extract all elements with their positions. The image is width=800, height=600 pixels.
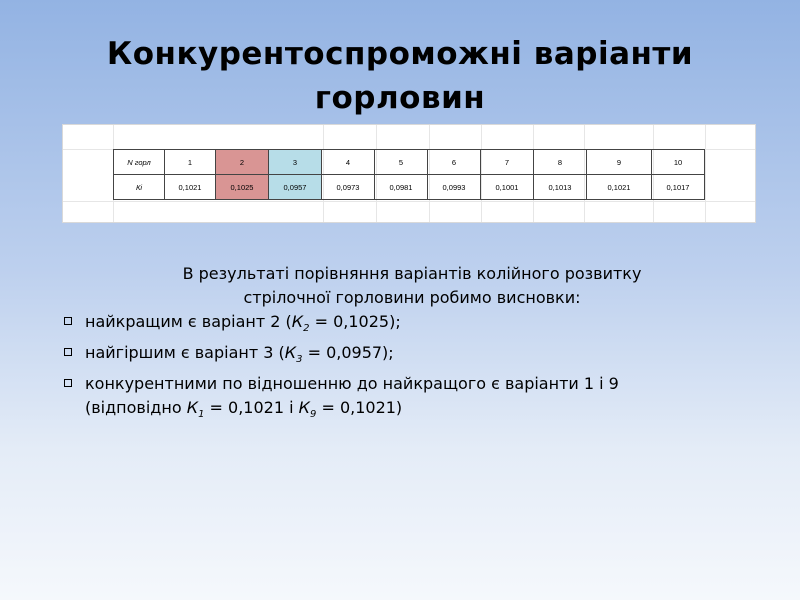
k-symbol: К [291,312,304,331]
value-cell: 0,0981 [375,175,428,200]
bullet-text: = 0,0957); [302,343,394,363]
value-cell-worst: 0,0957 [269,175,322,200]
bullet-competitive-variants [62,372,742,396]
variant-cell: 10 [652,150,705,175]
variant-cell: 8 [534,150,587,175]
variant-cell-best: 2 [216,150,269,175]
sheet-gridline [63,201,755,202]
k-subscript: 3 [296,354,303,366]
row-header-n: N горл [114,150,165,175]
conclusion-intro-line-2: стрілочної горловини робимо висновки: [243,288,581,307]
bullet-worst-variant [62,341,742,372]
slide-title-line-1: Конкурентоспроможні варіанти [106,36,694,72]
conclusion-text [62,262,742,428]
bullet-text: конкурентними по відношенню до найкращого є варіанти 1 і 9 [85,374,619,394]
bullet-best-variant [62,310,742,341]
variant-cell: 1 [165,150,216,175]
bullet-text: = 0,1025); [309,312,401,331]
variants-table [113,149,705,200]
bullet-competitive-variants-continued [62,396,742,427]
k-symbol: К [186,398,199,418]
variant-cell-worst: 3 [269,150,322,175]
bullet-text: найкращим є варіант 2 ( [85,312,292,331]
bullet-text: (відповідно [85,398,187,418]
k-subscript: 9 [309,409,317,421]
variant-cell: 9 [587,150,652,175]
value-cell: 0,1001 [481,175,534,200]
bullet-text: найгіршим є варіант 3 ( [85,343,285,363]
bullet-text: = 0,1021) [316,398,403,418]
row-header-k: Кі [114,175,165,200]
table-row-variants [114,150,705,175]
slide-title [0,32,800,120]
variant-cell: 7 [481,150,534,175]
k-subscript: 1 [198,409,205,421]
bullet-text: = 0,1021 і [204,398,299,418]
sheet-gridline [705,125,706,222]
k-symbol: К [298,398,310,418]
value-cell: 0,1013 [534,175,587,200]
conclusion-intro-line-1: В результаті порівняння варіантів колійного розвитку [182,264,642,283]
value-cell: 0,0993 [428,175,481,200]
embedded-spreadsheet [62,124,756,223]
value-cell: 0,1021 [165,175,216,200]
k-symbol: К [284,343,297,363]
variant-cell: 6 [428,150,481,175]
table-row-coefficients [114,175,705,200]
value-cell-best: 0,1025 [216,175,269,200]
checkbox-bullet-icon [64,317,72,325]
checkbox-bullet-icon [64,348,72,356]
value-cell: 0,1021 [587,175,652,200]
value-cell: 0,0973 [322,175,375,200]
variant-cell: 5 [375,150,428,175]
slide-title-line-2: горловин [314,80,486,116]
variant-cell: 4 [322,150,375,175]
checkbox-bullet-icon [64,379,72,387]
k-subscript: 2 [303,323,310,335]
value-cell: 0,1017 [652,175,705,200]
